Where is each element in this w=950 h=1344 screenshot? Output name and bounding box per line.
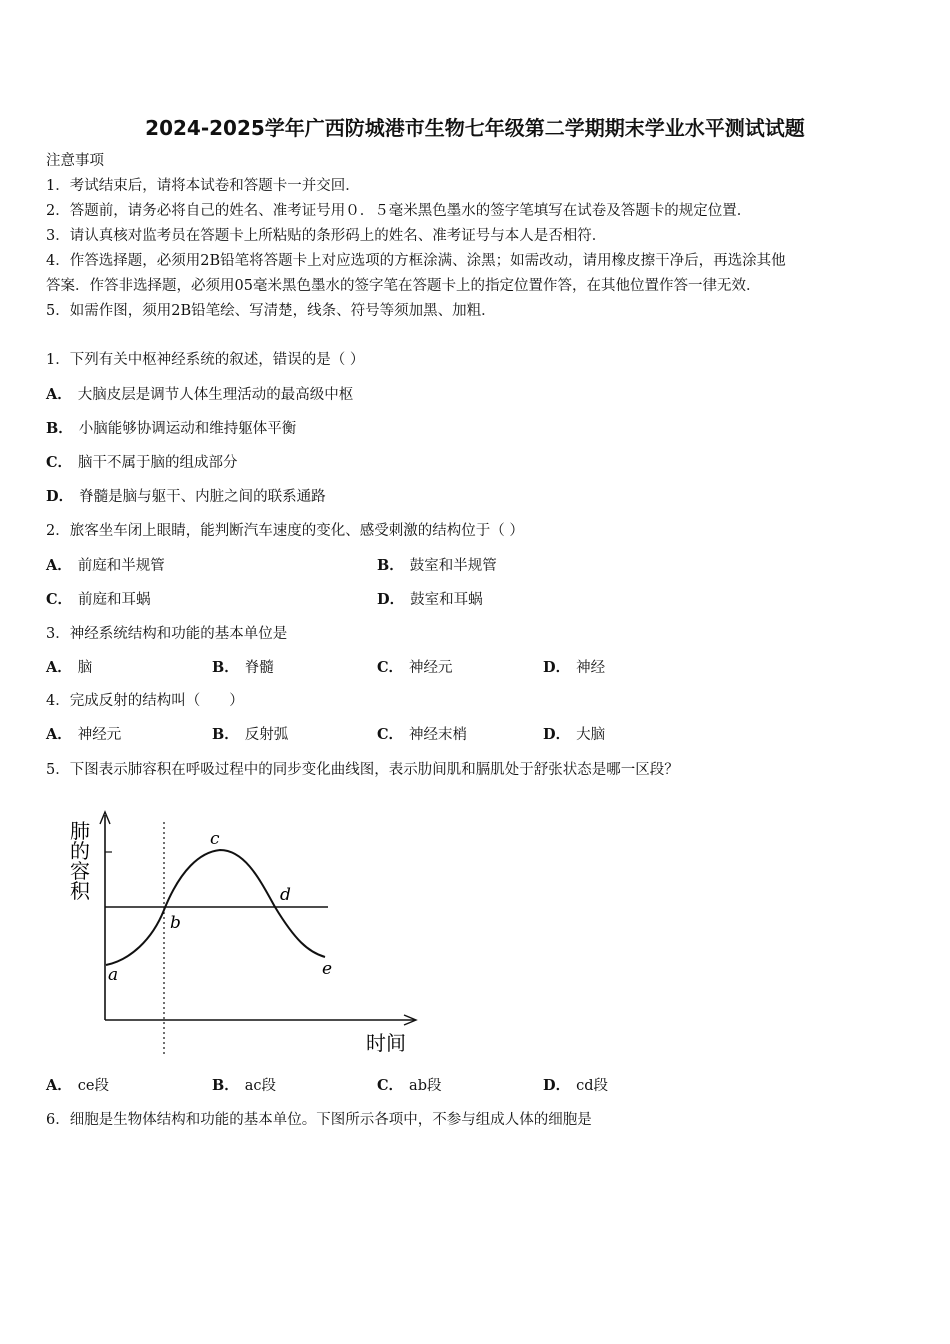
option-2b: B． 鼓室和半规管	[377, 557, 497, 574]
lung-volume-figure	[60, 810, 420, 1060]
option-3c: C． 神经元	[377, 659, 453, 676]
figure-ylabel-char: 积	[70, 879, 90, 903]
point-label-a: a	[108, 965, 119, 985]
question-stem-3: 3．神经系统结构和功能的基本单位是	[46, 626, 288, 642]
point-label-b: b	[170, 913, 181, 933]
figure-xlabel: 时间	[366, 1031, 406, 1055]
option-1a: A． 大脑皮层是调节人体生理活动的最高级中枢	[46, 386, 354, 403]
option-4a: A． 神经元	[46, 726, 122, 743]
option-5d: D． cd段	[543, 1077, 608, 1094]
option-3d: D． 神经	[543, 659, 606, 676]
notice-item: 3．请认真核对监考员在答题卡上所粘贴的条形码上的姓名、准考证号与本人是否相符．	[46, 228, 607, 244]
option-2c: C． 前庭和耳蜗	[46, 591, 151, 608]
notice-item: 5．如需作图，须用2B铅笔绘、写清楚，线条、符号等须加黑、加粗．	[46, 303, 496, 319]
option-3a: A． 脑	[46, 659, 93, 676]
option-3b: B． 脊髓	[212, 659, 274, 676]
option-1d: D． 脊髓是脑与躯干、内脏之间的联系通路	[46, 488, 326, 505]
option-5c: C． ab段	[377, 1077, 442, 1094]
point-label-c: c	[210, 829, 220, 849]
notice-heading: 注意事项	[46, 153, 104, 169]
notice-item: 2．答题前，请务必将自己的姓名、准考证号用０．５毫米黑色墨水的签字笔填写在试卷及答题卡的规定位置．	[46, 203, 752, 219]
page-title: 2024-2025学年广西防城港市生物七年级第二学期期末学业水平测试试题	[145, 116, 805, 140]
option-1c: C． 脑干不属于脑的组成部分	[46, 454, 238, 471]
notice-item: 答案．作答非选择题，必须用05毫米黑色墨水的签字笔在答题卡上的指定位置作答，在其他位置作答一律无效．	[46, 278, 761, 294]
figure-ylabel-char: 的	[70, 839, 90, 863]
option-4c: C． 神经末梢	[377, 726, 468, 743]
option-2a: A． 前庭和半规管	[46, 557, 165, 574]
question-stem-2: 2．旅客坐车闭上眼睛，能判断汽车速度的变化、感受刺激的结构位于（ ）	[46, 523, 524, 539]
figure-ylabel-char: 肺	[70, 819, 90, 843]
point-label-d: d	[280, 885, 291, 905]
figure-ylabel-char: 容	[70, 859, 90, 883]
option-2d: D． 鼓室和耳蜗	[377, 591, 483, 608]
option-5a: A． ce段	[46, 1077, 109, 1094]
notice-item: 4．作答选择题，必须用2B铅笔将答题卡上对应选项的方框涂满、涂黑；如需改动，请用橡皮擦干净后，再选涂其他	[46, 253, 786, 269]
point-label-e: e	[322, 959, 333, 979]
question-stem-6: 6．细胞是生物体结构和功能的基本单位。下图所示各项中，不参与组成人体的细胞是	[46, 1112, 592, 1128]
option-1b: B． 小脑能够协调运动和维持躯体平衡	[46, 420, 297, 437]
option-5b: B． ac段	[212, 1077, 277, 1094]
option-4d: D． 大脑	[543, 726, 606, 743]
notice-item: 1．考试结束后，请将本试卷和答题卡一并交回．	[46, 178, 360, 194]
option-4b: B． 反射弧	[212, 726, 289, 743]
question-stem-5: 5．下图表示肺容积在呼吸过程中的同步变化曲线图，表示肋间肌和膈肌处于舒张状态是哪一区段？	[46, 762, 679, 778]
question-stem-4: 4．完成反射的结构叫（ ）	[46, 693, 244, 709]
question-stem-1: 1．下列有关中枢神经系统的叙述，错误的是（ ）	[46, 352, 365, 368]
